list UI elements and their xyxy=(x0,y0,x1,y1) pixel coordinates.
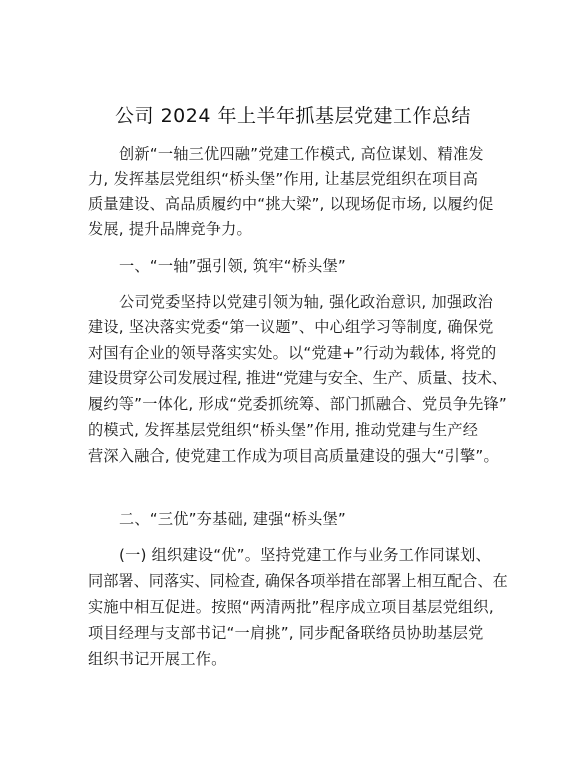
paragraph-line: 同部署、同落实、同检查, 确保各项举措在部署上相互配合、在 xyxy=(88,572,508,590)
paragraph-line: 项目经理与支部书记“一肩挑”, 同步配备联络员协助基层党 xyxy=(88,624,484,642)
paragraph-line: 组织书记开展工作。 xyxy=(88,650,227,668)
paragraph-line: 公司党委坚持以党建引领为轴, 强化政治意识, 加强政治 xyxy=(119,293,494,311)
intro-line: 发展, 提升品牌竞争力。 xyxy=(88,220,252,238)
paragraph-line: 对国有企业的领导落实实处。以“党建+”行动为载体, 将党的 xyxy=(88,344,497,362)
paragraph-line: 履约等”一体化, 形成“党委抓统筹、部门抓融合、党员争先锋” xyxy=(88,395,507,413)
paragraph-line: 实施中相互促进。按照“两清两批”程序成立项目基层党组织, xyxy=(88,598,494,616)
intro-line: 质量建设、高品质履约中“挑大梁”, 以现场促市场, 以履约促 xyxy=(88,195,494,213)
section-heading: 二、“三优”夯基础, 建强“桥头堡” xyxy=(119,510,346,528)
intro-line: 创新“一轴三优四融”党建工作模式, 高位谋划、精准发 xyxy=(119,145,484,163)
paragraph-line: 建设, 坚决落实党委“第一议题”、中心组学习等制度, 确保党 xyxy=(88,318,494,336)
paragraph-line: 营深入融合, 使党建工作成为项目高质量建设的强大“引擎”。 xyxy=(88,447,499,465)
paragraph-line: 的模式, 发挥基层党组织“桥头堡”作用, 推动党建与生产经 xyxy=(88,421,479,439)
paragraph-line: 建设贯穿公司发展过程, 推进“党建与安全、生产、质量、技术、 xyxy=(88,369,507,387)
intro-line: 力, 发挥基层党组织“桥头堡”作用, 让基层党组织在项目高 xyxy=(88,170,479,188)
document-title: 公司 2024 年上半年抓基层党建工作总结 xyxy=(115,105,471,127)
section-heading: 一、“一轴”强引领, 筑牢“桥头堡” xyxy=(119,257,346,275)
paragraph-line: (一) 组织建设“优”。坚持党建工作与业务工作同谋划、 xyxy=(119,546,491,564)
